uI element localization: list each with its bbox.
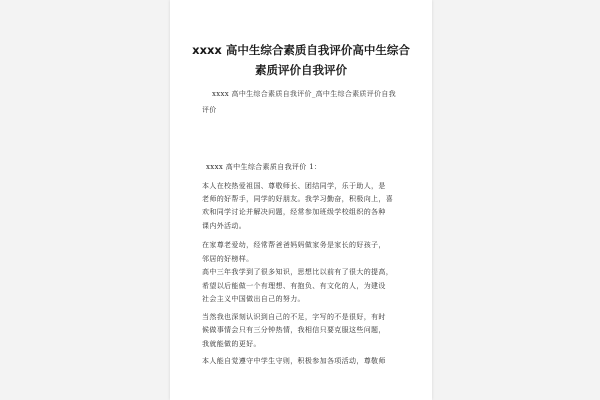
document-title-line-2: 素质评价自我评价: [255, 63, 347, 77]
document-subtitle-line-1: xxxx 高中生综合素质自我评价_高中生综合素质评价自我: [212, 90, 396, 98]
body-line: 希望以后能做一个有理想、有抱负、有文化的人，为建设: [202, 282, 386, 290]
document-subtitle-line-2: 评价: [202, 106, 217, 114]
body-line: 在家尊老爱幼，经常帮爸爸妈妈做家务是家长的好孩子，: [202, 241, 386, 249]
body-line: 我就能做的更好。: [202, 340, 261, 348]
body-line: 候做事情会只有三分钟热情，我相信只要克服这些问题，: [202, 326, 386, 334]
document-title-line-1: xxxx 高中生综合素质自我评价高中生综合: [192, 43, 410, 57]
body-line: 当然我也深刻认识到自己的不足，字写的不是很好，有时: [202, 313, 386, 321]
body-line: 高中三年我学到了很多知识，思想比以前有了很大的提高，: [202, 268, 394, 276]
section-heading: xxxx 高中生综合素质自我评价 1：: [206, 163, 322, 171]
body-line: 社会主义中国做出自己的努力。: [202, 295, 305, 303]
body-line: 课内外活动。: [202, 222, 247, 230]
body-line: 欢和同学讨论并解决问题，经常参加班级学校组织的各种: [202, 208, 386, 216]
body-line: 邻居的好榜样。: [202, 255, 254, 263]
body-line: 本人在校热爱祖国、尊敬师长、团结同学，乐于助人，是: [202, 182, 386, 190]
body-line: 本人能自觉遵守中学生守则，积极参加各项活动，尊敬师: [202, 357, 386, 365]
document-page: [170, 0, 432, 400]
body-line: 老师的好帮手，同学的好朋友。我学习勤奋，积极向上，喜: [202, 195, 394, 203]
